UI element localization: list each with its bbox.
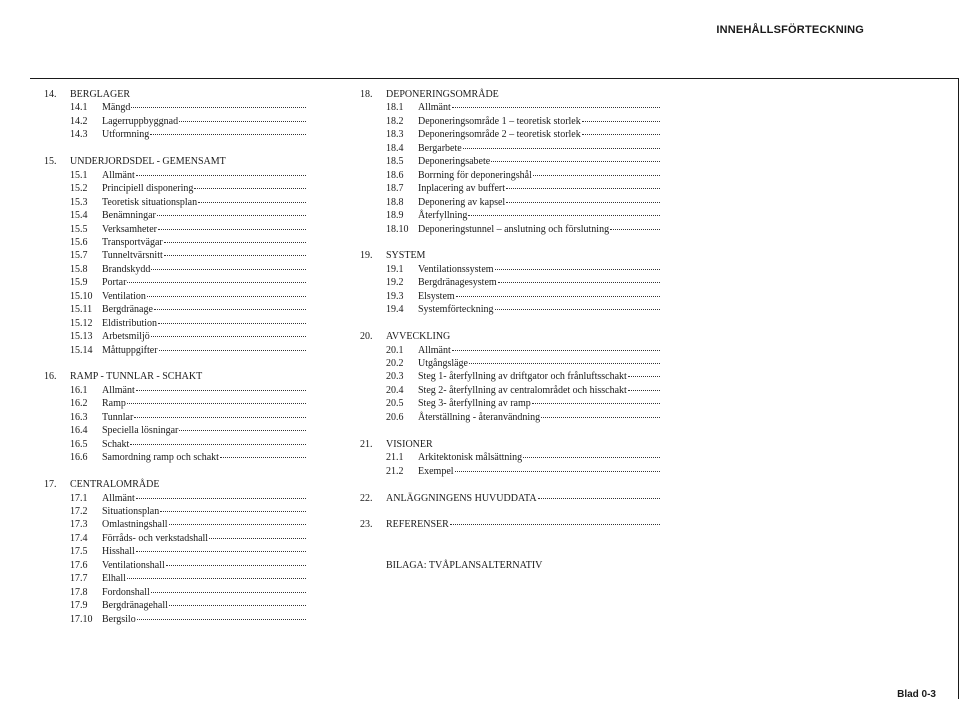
dot-leader	[198, 202, 306, 203]
entry-number: 16.3	[70, 411, 88, 423]
dot-leader	[463, 148, 660, 149]
toc-entry	[360, 303, 660, 316]
toc-entry	[44, 263, 306, 276]
toc-entry	[360, 209, 660, 222]
entry-title: Systemförteckning	[418, 304, 494, 316]
dot-leader	[541, 417, 660, 418]
entry-title: Allmänt	[418, 344, 451, 356]
toc-entry	[360, 465, 660, 478]
toc-entry	[44, 169, 306, 182]
dot-leader	[137, 619, 306, 620]
dot-leader	[468, 215, 660, 216]
dot-leader	[506, 202, 660, 203]
dot-leader	[157, 215, 306, 216]
toc-left-column	[44, 88, 306, 626]
toc-chapter	[360, 438, 660, 451]
entry-number: 18.9	[386, 210, 404, 222]
entry-title: Ventilationshall	[102, 559, 165, 571]
entry-number: 15.5	[70, 223, 88, 235]
toc-entry	[44, 505, 306, 518]
entry-title: Deponeringsabete	[418, 156, 491, 168]
dot-leader	[160, 511, 306, 512]
entry-number: 19.3	[386, 290, 404, 302]
entry-number: 16.6	[70, 452, 88, 464]
toc-entry	[44, 303, 306, 316]
toc-entry	[360, 397, 660, 410]
page-number: Blad 0-3	[897, 689, 936, 700]
toc-entry	[360, 142, 660, 155]
entry-number: 17.5	[70, 546, 88, 558]
toc-chapter	[44, 88, 306, 101]
dot-leader	[127, 282, 306, 283]
dot-leader	[169, 605, 306, 606]
entry-title: Utformning	[102, 129, 150, 141]
toc-chapter	[44, 478, 306, 491]
toc-entry	[44, 492, 306, 505]
toc-entry	[44, 223, 306, 236]
entry-title: Tunneltvärsnitt	[102, 250, 163, 262]
entry-number: 16.2	[70, 398, 88, 410]
dot-leader	[538, 498, 660, 499]
entry-number: 20.6	[386, 411, 404, 423]
dot-leader	[147, 296, 306, 297]
entry-title: Situationsplan	[102, 506, 160, 517]
entry-number: 21.2	[386, 465, 404, 477]
toc-entry	[360, 115, 660, 128]
toc-entry	[44, 182, 306, 195]
entry-title: Hisshall	[102, 546, 135, 558]
toc-entry	[360, 276, 660, 289]
toc-entry	[360, 344, 660, 357]
entry-number: 20.5	[386, 398, 404, 410]
entry-title: Bergdränagehall	[102, 600, 168, 612]
entry-title: Deponeringsområde 2 – teoretisk storlek	[418, 129, 581, 141]
chapter-number: 15.	[44, 156, 57, 168]
chapter-number: 16.	[44, 371, 57, 383]
toc-entry	[44, 249, 306, 262]
chapter-title: DEPONERINGSOMRÅDE	[386, 89, 499, 100]
entry-title: Brandskydd	[102, 263, 151, 275]
dot-leader	[151, 269, 306, 270]
toc-spacer	[360, 505, 660, 518]
entry-number: 16.5	[70, 438, 88, 450]
entry-title: Borrning för deponeringshål	[418, 169, 532, 181]
dot-leader	[495, 269, 660, 270]
dot-leader	[154, 309, 306, 310]
entry-title: Förråds- och verkstadshall	[102, 532, 209, 544]
entry-title: Ramp	[102, 398, 126, 410]
toc-entry	[44, 384, 306, 397]
toc-entry	[44, 451, 306, 464]
entry-number: 20.1	[386, 344, 404, 356]
chapter-number: 23.	[360, 519, 373, 531]
toc-spacer	[44, 357, 306, 370]
chapter-title: REFERENSER	[386, 519, 449, 531]
toc-entry	[360, 155, 660, 168]
entry-title: Allmänt	[102, 169, 135, 181]
entry-title: Allmänt	[418, 102, 451, 114]
chapter-title: ANLÄGGNINGENS HUVUDDATA	[386, 492, 537, 504]
entry-title: Bergarbete	[418, 142, 462, 154]
toc-entry	[44, 613, 306, 626]
entry-number: 19.1	[386, 263, 404, 275]
dot-leader	[136, 551, 306, 552]
toc-entry	[44, 572, 306, 585]
entry-title: Återfyllning	[418, 210, 468, 222]
entry-title: Arbetsmiljö	[102, 331, 150, 343]
dot-leader	[582, 121, 660, 122]
entry-number: 15.7	[70, 250, 88, 262]
toc-chapter	[360, 330, 660, 343]
chapter-title: VISIONER	[386, 438, 433, 450]
entry-number: 15.2	[70, 183, 88, 195]
entry-number: 20.4	[386, 384, 404, 396]
entry-number: 17.1	[70, 492, 88, 504]
entry-title: Eldistribution	[102, 317, 157, 329]
dot-leader	[506, 188, 660, 189]
toc-spacer	[360, 317, 660, 330]
toc-spacer	[44, 465, 306, 478]
toc-entry	[44, 532, 306, 545]
entry-number: 18.8	[386, 196, 404, 208]
dot-leader	[628, 390, 660, 391]
chapter-number: 19.	[360, 250, 373, 262]
toc-entry	[44, 518, 306, 531]
entry-number: 15.13	[70, 331, 93, 343]
entry-number: 19.2	[386, 277, 404, 289]
toc-entry	[44, 424, 306, 437]
dot-leader	[582, 134, 660, 135]
entry-number: 15.12	[70, 317, 93, 329]
dot-leader	[166, 565, 306, 566]
chapter-number: 17.	[44, 479, 57, 491]
dot-leader	[450, 524, 660, 525]
chapter-number: 22.	[360, 492, 373, 504]
toc-entry	[360, 196, 660, 209]
dot-leader	[130, 444, 306, 445]
toc-entry	[44, 209, 306, 222]
toc-entry	[360, 263, 660, 276]
entry-number: 20.2	[386, 358, 404, 370]
entry-number: 15.14	[70, 344, 93, 356]
toc-spacer	[360, 424, 660, 437]
entry-title: Lagerruppbyggnad	[102, 115, 179, 127]
entry-title: Samordning ramp och schakt	[102, 452, 219, 464]
entry-number: 18.10	[386, 223, 409, 235]
toc-entry	[360, 451, 660, 464]
entry-number: 18.2	[386, 115, 404, 127]
toc-entry	[360, 290, 660, 303]
toc-chapter	[360, 88, 660, 101]
chapter-title: CENTRALOMRÅDE	[70, 479, 160, 491]
dot-leader	[134, 417, 306, 418]
entry-title: Ventilation	[102, 290, 146, 302]
toc-chapter	[360, 492, 660, 505]
entry-number: 18.7	[386, 183, 404, 195]
entry-title: Bergsilo	[102, 613, 136, 625]
dot-leader	[179, 121, 306, 122]
dot-leader	[159, 350, 306, 351]
page-header-title: INNEHÅLLSFÖRTECKNING	[716, 24, 864, 36]
entry-title: Deponeringstunnel – anslutning och förslutning	[418, 223, 610, 235]
chapter-title: BERGLAGER	[70, 89, 130, 100]
dot-leader	[169, 524, 306, 525]
dot-leader	[455, 471, 660, 472]
dot-leader	[523, 457, 660, 458]
toc-entry	[44, 128, 306, 141]
toc-entry	[44, 317, 306, 330]
toc-entry	[44, 101, 306, 114]
toc-chapter	[360, 518, 660, 531]
entry-number: 17.8	[70, 586, 88, 598]
entry-number: 15.10	[70, 290, 93, 302]
entry-number: 15.4	[70, 210, 88, 222]
dot-leader	[164, 255, 306, 256]
toc-entry	[360, 223, 660, 236]
dot-leader	[220, 457, 306, 458]
dot-leader	[452, 350, 660, 351]
chapter-title: SYSTEM	[386, 250, 426, 262]
dot-leader	[136, 390, 306, 391]
entry-title: Deponeringsområde 1 – teoretisk storlek	[418, 115, 581, 127]
dot-leader	[491, 161, 660, 162]
chapter-number: 14.	[44, 89, 57, 100]
chapter-number: 21.	[360, 438, 373, 450]
toc-entry	[44, 411, 306, 424]
dot-leader	[456, 296, 660, 297]
entry-number: 17.2	[70, 506, 88, 517]
toc-entry	[44, 438, 306, 451]
toc-entry	[360, 169, 660, 182]
dot-leader	[452, 107, 660, 108]
toc-spacer	[360, 545, 660, 558]
toc-chapter	[360, 249, 660, 262]
dot-leader	[131, 107, 306, 108]
entry-title: Speciella lösningar	[102, 425, 179, 437]
entry-number: 16.1	[70, 384, 88, 396]
dot-leader	[151, 336, 306, 337]
entry-title: Inplacering av buffert	[418, 183, 505, 195]
toc-entry	[44, 586, 306, 599]
entry-title: Tunnlar	[102, 411, 134, 423]
entry-number: 15.6	[70, 236, 88, 248]
entry-title: Bergdränagesystem	[418, 277, 497, 289]
entry-title: Återställning - återanvändning	[418, 411, 541, 423]
chapter-number: 20.	[360, 331, 373, 343]
dot-leader	[136, 175, 306, 176]
toc-entry	[44, 599, 306, 612]
entry-title: Teoretisk situationsplan	[102, 196, 198, 208]
toc-right-column	[360, 88, 660, 572]
entry-title: Transportvägar	[102, 236, 163, 248]
dot-leader	[533, 175, 660, 176]
entry-title: Allmänt	[102, 384, 135, 396]
dot-leader	[498, 282, 660, 283]
toc-spacer	[360, 236, 660, 249]
entry-number: 18.6	[386, 169, 404, 181]
dot-leader	[158, 229, 306, 230]
dot-leader	[150, 134, 306, 135]
toc-entry	[360, 384, 660, 397]
entry-number: 14.1	[70, 102, 88, 114]
dot-leader	[158, 323, 306, 324]
entry-number: 17.9	[70, 600, 88, 612]
appendix-label: BILAGA: TVÅPLANSALTERNATIV	[386, 559, 543, 571]
entry-title: Måttuppgifter	[102, 344, 158, 356]
entry-number: 17.7	[70, 573, 88, 585]
entry-title: Steg 3- återfyllning av ramp	[418, 398, 531, 410]
entry-title: Elhall	[102, 573, 126, 585]
dot-leader	[179, 430, 306, 431]
toc-spacer	[44, 142, 306, 155]
toc-entry	[360, 411, 660, 424]
entry-number: 17.4	[70, 532, 88, 544]
entry-number: 17.3	[70, 519, 88, 531]
entry-number: 16.4	[70, 425, 88, 437]
dot-leader	[136, 498, 306, 499]
toc-spacer	[360, 532, 660, 545]
entry-title: Portar	[102, 277, 127, 289]
entry-number: 17.10	[70, 613, 93, 625]
entry-number: 15.9	[70, 277, 88, 289]
entry-number: 19.4	[386, 304, 404, 316]
entry-number: 15.3	[70, 196, 88, 208]
entry-title: Elsystem	[418, 290, 455, 302]
entry-number: 15.11	[70, 304, 93, 316]
toc-entry	[44, 545, 306, 558]
toc-spacer	[360, 478, 660, 491]
entry-title: Arkitektonisk målsättning	[418, 452, 523, 464]
toc-entry	[44, 276, 306, 289]
dot-leader	[610, 229, 660, 230]
entry-title: Verksamheter	[102, 223, 157, 235]
dot-leader	[127, 578, 306, 579]
entry-number: 14.3	[70, 129, 88, 141]
entry-title: Fordonshall	[102, 586, 150, 598]
dot-leader	[209, 538, 306, 539]
entry-title: Deponering av kapsel	[418, 196, 506, 208]
dot-leader	[151, 592, 306, 593]
chapter-number: 18.	[360, 89, 373, 100]
toc-chapter	[44, 155, 306, 168]
dot-leader	[164, 242, 306, 243]
entry-title: Benämningar	[102, 210, 156, 222]
entry-number: 17.6	[70, 559, 88, 571]
entry-number: 18.3	[386, 129, 404, 141]
toc-entry	[360, 182, 660, 195]
entry-number: 18.4	[386, 142, 404, 154]
entry-title: Steg 1- återfyllning av driftgator och frånluftsschakt	[418, 371, 627, 383]
entry-title: Omlastningshall	[102, 519, 168, 531]
toc-entry	[44, 196, 306, 209]
toc-entry	[360, 128, 660, 141]
dot-leader	[532, 403, 660, 404]
entry-number: 15.1	[70, 169, 88, 181]
chapter-title: AVVECKLING	[386, 331, 451, 343]
entry-title: Allmänt	[102, 492, 135, 504]
toc-entry	[360, 357, 660, 370]
entry-number: 21.1	[386, 452, 404, 464]
entry-title: Exempel	[418, 465, 454, 477]
toc-chapter	[44, 370, 306, 383]
entry-number: 18.5	[386, 156, 404, 168]
entry-title: Mängd	[102, 102, 131, 114]
entry-title: Utgångsläge	[418, 358, 468, 370]
entry-number: 18.1	[386, 102, 404, 114]
entry-number: 20.3	[386, 371, 404, 383]
dot-leader	[495, 309, 660, 310]
entry-title: Bergdränage	[102, 304, 153, 316]
entry-number: 14.2	[70, 115, 88, 127]
toc-entry	[44, 115, 306, 128]
chapter-title: RAMP - TUNNLAR - SCHAKT	[70, 371, 203, 383]
dot-leader	[628, 376, 660, 377]
entry-number: 15.8	[70, 263, 88, 275]
toc-entry	[44, 344, 306, 357]
toc-entry	[44, 290, 306, 303]
entry-title: Principiell disponering	[102, 183, 194, 195]
toc-entry	[360, 101, 660, 114]
dot-leader	[127, 403, 306, 404]
toc-entry	[360, 370, 660, 383]
entry-title: Schakt	[102, 438, 130, 450]
toc-entry	[44, 236, 306, 249]
toc-entry	[44, 397, 306, 410]
toc-entry	[44, 330, 306, 343]
toc-entry	[44, 559, 306, 572]
dot-leader	[469, 363, 660, 364]
entry-title: Steg 2- återfyllning av centralområdet och hisschakt	[418, 384, 627, 396]
dot-leader	[194, 188, 306, 189]
chapter-title: UNDERJORDSDEL - GEMENSAMT	[70, 156, 226, 168]
entry-title: Ventilationssystem	[418, 263, 494, 275]
